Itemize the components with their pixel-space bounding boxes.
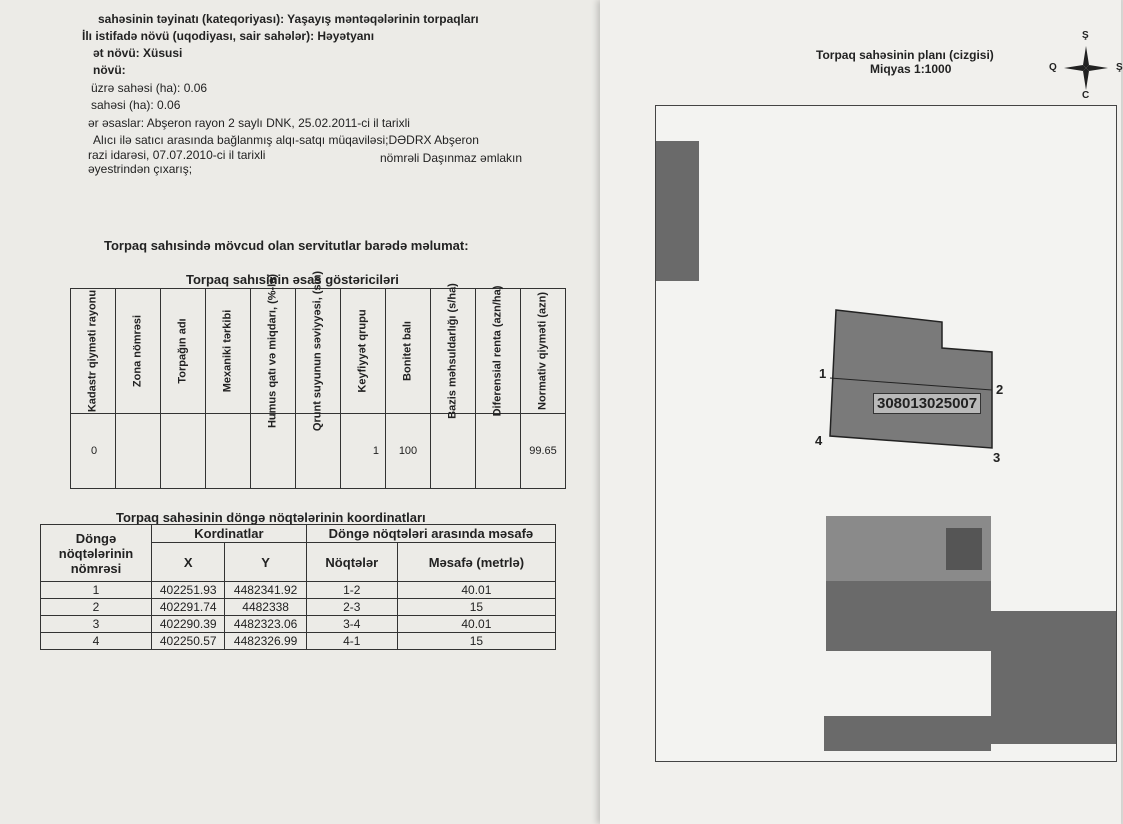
value-cell (431, 414, 476, 489)
basis-line: ər əsaslar: Abşeron rayon 2 saylı DNK, 25.02.2011-ci il tarixli (88, 116, 410, 130)
basis-line-4: əyestrindən çıxarış; (88, 162, 193, 176)
col-cadastral-price: Kadastr qiyməti rayonu (71, 289, 116, 414)
neighbor-parcel (824, 716, 991, 751)
neighbor-parcel (991, 611, 1116, 696)
y-value: 4482338 (225, 599, 306, 616)
value-cell: 0 (71, 414, 116, 489)
value-cell: 1 (341, 414, 386, 489)
neighbor-parcel (826, 581, 991, 651)
neighbor-parcel (991, 696, 1116, 744)
compass-west: Q (1049, 62, 1057, 73)
segment: 4-1 (306, 633, 397, 650)
table-row (41, 616, 556, 633)
subject-parcel (826, 308, 992, 450)
value-cell (116, 414, 161, 489)
point-number: 2 (41, 599, 152, 616)
value-cell (476, 414, 521, 489)
col-soil-name: Torpağın adı (161, 289, 206, 414)
x-value: 402291.74 (152, 599, 225, 616)
vertex-label-3: 3 (993, 450, 1001, 465)
y-value: 4482341.92 (225, 582, 306, 599)
col-basis-yield: Bazis məhsuldarlığı (s/ha) (431, 289, 476, 414)
coords-title: Torpaq sahəsinin döngə nöqtələrinin koordinatları (116, 510, 426, 525)
basis-line-2: Alıcı ilə satıcı arasında bağlanmış alqı-satqı müqaviləsi;DƏDRX Abşeron (93, 133, 479, 147)
compass-icon (1058, 40, 1114, 96)
col-segments: Nöqtələr (306, 543, 397, 582)
col-mechanical: Mexaniki tərkibi (206, 289, 251, 414)
compass-east: Ş (1116, 62, 1123, 73)
area-line: sahəsi (ha): 0.06 (91, 98, 181, 112)
distance: 40.01 (397, 616, 555, 633)
y-value: 4482323.06 (225, 616, 306, 633)
usage-type-line: İlı istifadə növü (uqodiyası, sair sahələr): Həyətyanı (82, 29, 375, 43)
segment: 1-2 (306, 582, 397, 599)
col-groundwater: Qrunt suyunun səviyyəsi, (sm) (296, 289, 341, 414)
value-cell (161, 414, 206, 489)
col-distance-group: Döngə nöqtələri arasında məsafə (306, 525, 555, 543)
category-line: sahəsinin təyinatı (kateqoriyası): Yaşayış məntəqələrinin torpaqları (98, 12, 479, 26)
table-row (41, 599, 556, 616)
neighbor-parcel (656, 141, 699, 281)
compass-north: Ş (1082, 30, 1089, 41)
basis-line-3b: nömrəli Daşınmaz əmlakın (380, 151, 523, 165)
compass-rose (1049, 30, 1123, 101)
col-x: X (152, 543, 225, 582)
indicators-header-row (71, 289, 566, 414)
col-rent: Diferensial renta (azn/ha) (476, 289, 521, 414)
distance: 40.01 (397, 582, 555, 599)
table-row (41, 582, 556, 599)
x-value: 402251.93 (152, 582, 225, 599)
col-zone: Zona nömrəsi (116, 289, 161, 414)
segment: 3-4 (306, 616, 397, 633)
x-value: 402290.39 (152, 616, 225, 633)
y-value: 4482326.99 (225, 633, 306, 650)
compass-south: C (1082, 90, 1090, 101)
basis-line-3: razi idarəsi, 07.07.2010-ci il tarixli (88, 148, 266, 162)
col-humus: Humus qatı və miqdarı, (%-lə) (251, 289, 296, 414)
table-row (41, 633, 556, 650)
servitut-title: Torpaq sahısində mövcud olan servitutlar barədə məlumat: (104, 238, 469, 253)
col-bonitet: Bonitet balı (386, 289, 431, 414)
value-cell: 100 (386, 414, 431, 489)
x-value: 402250.57 (152, 633, 225, 650)
point-number: 4 (41, 633, 152, 650)
value-cell (206, 414, 251, 489)
plan-title: Torpaq sahəsinin planı (cizgisi) (816, 48, 994, 62)
vertex-label-4: 4 (815, 433, 823, 448)
col-y: Y (225, 543, 306, 582)
cadastral-number: 308013025007 (873, 393, 981, 414)
coords-table (40, 524, 556, 650)
area-doc-line: üzrə sahəsi (ha): 0.06 (91, 81, 208, 95)
value-cell: 99.65 (521, 414, 566, 489)
point-number: 3 (41, 616, 152, 633)
ownership-line: ət növü: Xüsusi (93, 46, 183, 60)
distance: 15 (397, 599, 555, 616)
vertex-label-1: 1 (819, 366, 827, 381)
indicators-title: Torpaq sahısinin əsas göstəriciləri (186, 272, 399, 287)
col-quality: Keyfiyyət qrupu (341, 289, 386, 414)
building (946, 528, 982, 570)
type-line: növü: (93, 63, 126, 77)
col-distance: Məsafə (metrlə) (397, 543, 555, 582)
plan-scale: Miqyas 1:1000 (870, 62, 952, 76)
col-point-number: Döngə nöqtələrinin nömrəsi (41, 525, 152, 582)
point-number: 1 (41, 582, 152, 599)
segment: 2-3 (306, 599, 397, 616)
col-coordinates: Kordinatlar (152, 525, 307, 543)
vertex-label-2: 2 (996, 382, 1004, 397)
distance: 15 (397, 633, 555, 650)
col-normative: Normativ qiyməti (azn) (521, 289, 566, 414)
